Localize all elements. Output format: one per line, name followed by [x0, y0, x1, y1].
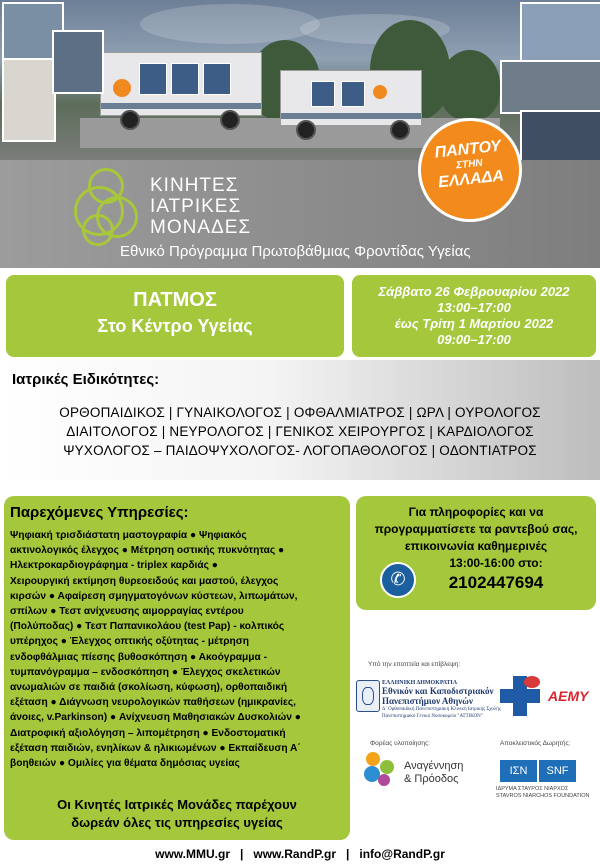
phone-icon: ✆: [380, 562, 416, 598]
specialties-line: ΟΡΘΟΠΑΙΔΙΚΟΣ | ΓΥΝΑΙΚΟΛΟΓΟΣ | ΟΦΘΑΛΜΙΑΤΡΟΣ | ΩΡΛ | ΟΥΡΟΛΟΓΟΣ: [59, 405, 541, 420]
randp-line: & Πρόοδος: [404, 773, 459, 785]
mmu-logo-icon: [74, 168, 138, 248]
schedule-box: [352, 275, 596, 357]
photo-inset: [2, 58, 56, 142]
randp-line: Αναγέννηση: [404, 760, 464, 772]
place-name: ΠΑΤΜΟΣ: [133, 289, 217, 311]
implementer-label: Φορέας υλοποίησης:: [370, 740, 430, 747]
services-line: άνοιες, v.Parkinson) ● Ανίχνευση Μαθησιακών Δυσκολιών ●: [10, 712, 301, 724]
services-line: υπέρηχος ● Έλεγχος οπτικής οξύτητας - μέτρηση: [10, 636, 249, 648]
services-line: (Πολύποδας) ● Τεστ Παπανικολάου (test Pap) - κολπικός: [10, 621, 285, 633]
photo-inset: [500, 60, 600, 114]
free-line: δωρεάν όλες τις υπηρεσίες υγείας: [71, 815, 283, 830]
schedule-line: Σάββατο 26 Φεβρουαρίου 2022: [378, 284, 570, 299]
services-line: ενδοφθάλμιας πίεσης βυθοσκόπηση ● Ακοόγραμμα -: [10, 651, 267, 663]
schedule-line: έως Τρίτη 1 Μαρτίου 2022: [394, 316, 554, 331]
services-line: βοηθειών ● Ομιλίες για θέματα δημόσιας υγείας: [10, 758, 240, 770]
specialties-line: ΔΙΑΙΤΟΛΟΓΟΣ | ΝΕΥΡΟΛΟΓΟΣ | ΓΕΝΙΚΟΣ ΧΕΙΡΟΥΡΓΟΣ | ΚΑΡΔΙΟΛΟΓΟΣ: [66, 424, 534, 439]
contact-line: επικοινωνία καθημερινές: [404, 539, 548, 553]
university-line: Πανεπιστήμιον Αθηνών: [382, 696, 473, 706]
specialties-list: [0, 403, 600, 460]
sponsor-label: Αποκλειστικός Δωρητής:: [500, 740, 571, 747]
emy-logo: ΑΕΜΥ: [548, 688, 589, 704]
services-line: σπίλων ● Τεστ ανίχνευσης αιμορραγίας εντέρου: [10, 606, 244, 618]
services-list: [10, 528, 344, 771]
snf-logo-right: SNF: [539, 760, 576, 782]
contact-line: Για πληροφορίες και να: [408, 505, 544, 519]
snf-caption: [496, 786, 590, 800]
services-line: Ψηφιακή τρισδιάστατη μαστογραφία ● Ψηφιακός: [10, 530, 247, 541]
university-line: Πανεπιστημιακό Γενικό Νοσοκομείο "ΑΤΤΙΚΟΝ": [382, 714, 483, 719]
contact-line: προγραμματίσετε τα ραντεβού σας,: [374, 522, 578, 536]
snf-caption-line: ΙΔΡΥΜΑ ΣΤΑΥΡΟΣ ΝΙΑΡΧΟΣ: [496, 786, 569, 792]
ministry-cross-icon: [500, 676, 540, 716]
mobile-unit-truck: [100, 52, 262, 116]
services-line: Διατροφική αξιολόγηση – λιπομέτρηση ● Ενδοστοματική: [10, 727, 286, 739]
services-line: ανωμαλιών σε παιδιά (σκολίωση, κύφωση), ορθοπαιδική: [10, 682, 288, 694]
phone-number[interactable]: 2102447694: [448, 573, 544, 592]
services-line: τυμπανόγραμμα – ενδοσκόπηση ● Έλεγχος σκελετικών: [10, 666, 281, 678]
location-box: [6, 275, 344, 357]
mobile-unit-truck: [280, 70, 422, 126]
schedule-line: 09:00–17:00: [437, 332, 511, 347]
services-line: Ηλεκτροκαρδιογράφημα - triplex καρδιάς ●: [10, 560, 218, 572]
mmu-logo-text: [150, 175, 251, 238]
services-line: ακτινολογικός έλεγχος ● Μέτρηση οστικής πυκνότητας ●: [10, 545, 285, 557]
snf-logo: [500, 760, 576, 782]
venue-name: Στο Κέντρο Υγείας: [97, 316, 253, 336]
university-line: Δ΄ Ορθοπαιδική Πανεπιστημιακή Κλινική Ιατρικής Σχολής: [382, 707, 501, 712]
services-line: Χειρουργική εκτίμηση θυρεοειδούς και μαστού, έλεγχος: [10, 575, 279, 587]
university-line: Εθνικόν και Καποδιστριακόν: [382, 686, 494, 696]
snf-logo-left: ΙΣΝ: [500, 760, 537, 782]
services-line: εξέταση παιδιών, ενηλίκων & ηλικιωμένων ● Εκπαίδευση Α΄: [10, 742, 301, 754]
badge-line: ΕΛΛΑΔΑ: [437, 167, 505, 192]
contact-hours: 13:00-16:00 στο:: [449, 556, 543, 570]
specialties-title: Ιατρικές Ειδικότητες:: [12, 371, 160, 388]
university-seal-icon: [356, 680, 380, 712]
support-label: Υπό την εποπτεία και επίβλεψη:: [368, 661, 461, 668]
university-text: [382, 680, 501, 720]
logo-line: ΚΙΝΗΤΕΣ: [150, 175, 239, 196]
program-title: Εθνικό Πρόγραμμα Πρωτοβάθμιας Φροντίδας Υγείας: [120, 243, 471, 260]
services-line: εξέταση ● Διάγνωση νευρολογικών παθήσεων (ημικρανίες,: [10, 697, 296, 709]
randp-logo-text: [404, 760, 463, 786]
photo-inset: [520, 2, 600, 64]
randp-logo-icon: [360, 752, 400, 788]
university-line: ΕΛΛΗΝΙΚΗ ΔΗΜΟΚΡΑΤΙΑ: [382, 680, 458, 686]
services-line: κιρσών ● Αφαίρεση σμηγματογόνων κύστεων, λιπωμάτων,: [10, 590, 298, 602]
free-line: Οι Κινητές Ιατρικές Μονάδες παρέχουν: [57, 797, 297, 812]
footer-links[interactable]: www.MMU.gr | www.RandP.gr | info@RandP.gr: [155, 847, 445, 861]
free-services-note: [10, 796, 344, 832]
badge-line: ΣΤΗΝ: [455, 157, 484, 172]
logo-line: ΜΟΝΑΔΕΣ: [150, 217, 252, 238]
schedule-line: 13:00–17:00: [437, 300, 511, 315]
logo-line: ΙΑΤΡΙΚΕΣ: [150, 196, 242, 217]
badge-line: ΠΑΝΤΟΥ: [433, 137, 502, 162]
snf-caption-line: STAVROS NIARCHOS FOUNDATION: [496, 793, 590, 799]
services-title: Παρεχόμενες Υπηρεσίες:: [10, 504, 189, 521]
specialties-line: ΨΥΧΟΛΟΓΟΣ – ΠΑΙΔΟΨΥΧΟΛΟΓΟΣ- ΛΟΓΟΠΑΘΟΛΟΓΟΣ | ΟΔΟΝΤΙΑΤΡΟΣ: [63, 443, 537, 458]
photo-inset: [52, 30, 104, 94]
